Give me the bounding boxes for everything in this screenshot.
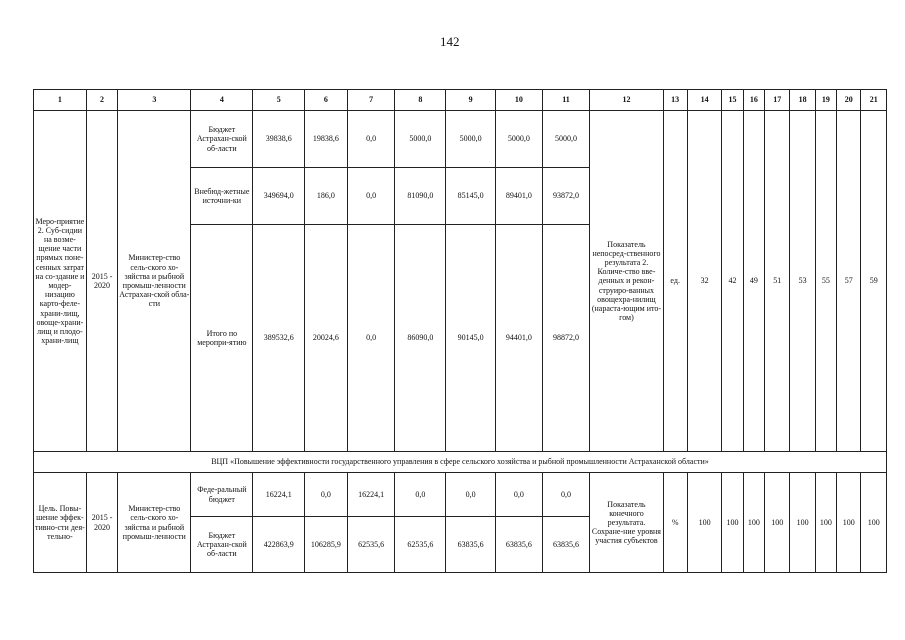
amount: 86090,0 bbox=[395, 225, 446, 452]
amount: 0,0 bbox=[446, 473, 496, 517]
executor: Министер-ство сель-ского хо-зяйства и рыбной промыш-ленности bbox=[118, 473, 191, 573]
unit: ед. bbox=[663, 111, 687, 452]
period: 2015 - 2020 bbox=[86, 111, 117, 452]
amount: 5000,0 bbox=[542, 111, 590, 168]
amount: 0,0 bbox=[305, 473, 348, 517]
amount: 19838,6 bbox=[305, 111, 348, 168]
amount: 63835,6 bbox=[542, 517, 590, 573]
header-cell: 18 bbox=[790, 90, 815, 111]
target-value: 32 bbox=[687, 111, 722, 452]
header-cell: 2 bbox=[86, 90, 117, 111]
target-value: 57 bbox=[837, 111, 861, 452]
header-cell: 16 bbox=[743, 90, 764, 111]
amount: 98872,0 bbox=[542, 225, 590, 452]
target-value: 100 bbox=[790, 473, 815, 573]
amount: 62535,6 bbox=[395, 517, 446, 573]
amount: 0,0 bbox=[347, 225, 395, 452]
header-cell: 8 bbox=[395, 90, 446, 111]
target-value: 100 bbox=[687, 473, 722, 573]
amount: 5000,0 bbox=[495, 111, 542, 168]
amount: 93872,0 bbox=[542, 168, 590, 225]
header-cell: 10 bbox=[495, 90, 542, 111]
amount: 349694,0 bbox=[253, 168, 305, 225]
header-row bbox=[34, 90, 887, 111]
amount: 63835,6 bbox=[495, 517, 542, 573]
indicator: Показатель непосред-ственного результата 2. Количе-ство вве-денных и рекон-струиро-ванных овощехра-нилищ (нараста-ющим ито-гом) bbox=[590, 111, 663, 452]
page-number: 142 bbox=[440, 34, 460, 49]
amount: 90145,0 bbox=[446, 225, 496, 452]
target-value: 59 bbox=[861, 111, 887, 452]
amount: 63835,6 bbox=[446, 517, 496, 573]
header-cell: 20 bbox=[837, 90, 861, 111]
target-value: 100 bbox=[837, 473, 861, 573]
header-cell: 6 bbox=[305, 90, 348, 111]
amount: 16224,1 bbox=[253, 473, 305, 517]
amount: 389532,6 bbox=[253, 225, 305, 452]
target-value: 100 bbox=[815, 473, 836, 573]
amount: 85145,0 bbox=[446, 168, 496, 225]
amount: 5000,0 bbox=[446, 111, 496, 168]
amount: 0,0 bbox=[395, 473, 446, 517]
table-row bbox=[34, 111, 887, 168]
header-cell: 3 bbox=[118, 90, 191, 111]
amount: 106285,9 bbox=[305, 517, 348, 573]
unit: % bbox=[663, 473, 687, 573]
amount: 0,0 bbox=[347, 168, 395, 225]
amount: 89401,0 bbox=[495, 168, 542, 225]
event-name: Меро-приятие 2. Суб-сидии на возме-щение части прямых поне-сенных затрат на со-здание и модер-низацию карто-феле-храни-лищ, овоще-храни-лищ и плодо-храни-лищ bbox=[34, 111, 87, 452]
amount: 20024,6 bbox=[305, 225, 348, 452]
amount: 0,0 bbox=[542, 473, 590, 517]
funding-source: Бюджет Астрахан-ской об-ласти bbox=[191, 517, 253, 573]
amount: 0,0 bbox=[347, 111, 395, 168]
funding-source: Бюджет Астрахан-ской об-ласти bbox=[191, 111, 253, 168]
header-cell: 5 bbox=[253, 90, 305, 111]
header-cell: 11 bbox=[542, 90, 590, 111]
target-value: 42 bbox=[722, 111, 743, 452]
funding-source: Итого по меропри-ятию bbox=[191, 225, 253, 452]
amount: 0,0 bbox=[495, 473, 542, 517]
amount: 422863,9 bbox=[253, 517, 305, 573]
period: 2015 - 2020 bbox=[86, 473, 117, 573]
amount: 186,0 bbox=[305, 168, 348, 225]
amount: 94401,0 bbox=[495, 225, 542, 452]
funding-source: Внебюд-жетные источни-ки bbox=[191, 168, 253, 225]
amount: 62535,6 bbox=[347, 517, 395, 573]
section-title: ВЦП «Повышение эффективности государственного управления в сфере сельского хозяйства и рыбной промышленности Астраханской области» bbox=[34, 452, 887, 473]
program-table bbox=[33, 89, 887, 573]
executor: Министер-ство сель-ского хо-зяйства и рыбной промыш-ленности Астрахан-ской обла-сти bbox=[118, 111, 191, 452]
header-cell: 9 bbox=[446, 90, 496, 111]
target-value: 100 bbox=[861, 473, 887, 573]
amount: 16224,1 bbox=[347, 473, 395, 517]
header-cell: 12 bbox=[590, 90, 663, 111]
target-value: 100 bbox=[722, 473, 743, 573]
header-cell: 4 bbox=[191, 90, 253, 111]
goal-name: Цель. Повы-шение эффек-тивно-сти дея-тельно- bbox=[34, 473, 87, 573]
amount: 5000,0 bbox=[395, 111, 446, 168]
target-value: 49 bbox=[743, 111, 764, 452]
header-cell: 17 bbox=[765, 90, 790, 111]
header-cell: 19 bbox=[815, 90, 836, 111]
header-cell: 14 bbox=[687, 90, 722, 111]
header-cell: 21 bbox=[861, 90, 887, 111]
header-cell: 13 bbox=[663, 90, 687, 111]
target-value: 51 bbox=[765, 111, 790, 452]
header-cell: 7 bbox=[347, 90, 395, 111]
table-row bbox=[34, 473, 887, 517]
header-cell: 15 bbox=[722, 90, 743, 111]
target-value: 100 bbox=[743, 473, 764, 573]
section-row bbox=[34, 452, 887, 473]
target-value: 100 bbox=[765, 473, 790, 573]
indicator: Показатель конечного результата. Сохране-ние уровня участия субъектов bbox=[590, 473, 663, 573]
target-value: 55 bbox=[815, 111, 836, 452]
header-cell: 1 bbox=[34, 90, 87, 111]
amount: 81090,0 bbox=[395, 168, 446, 225]
amount: 39838,6 bbox=[253, 111, 305, 168]
target-value: 53 bbox=[790, 111, 815, 452]
funding-source: Феде-ральный бюджет bbox=[191, 473, 253, 517]
